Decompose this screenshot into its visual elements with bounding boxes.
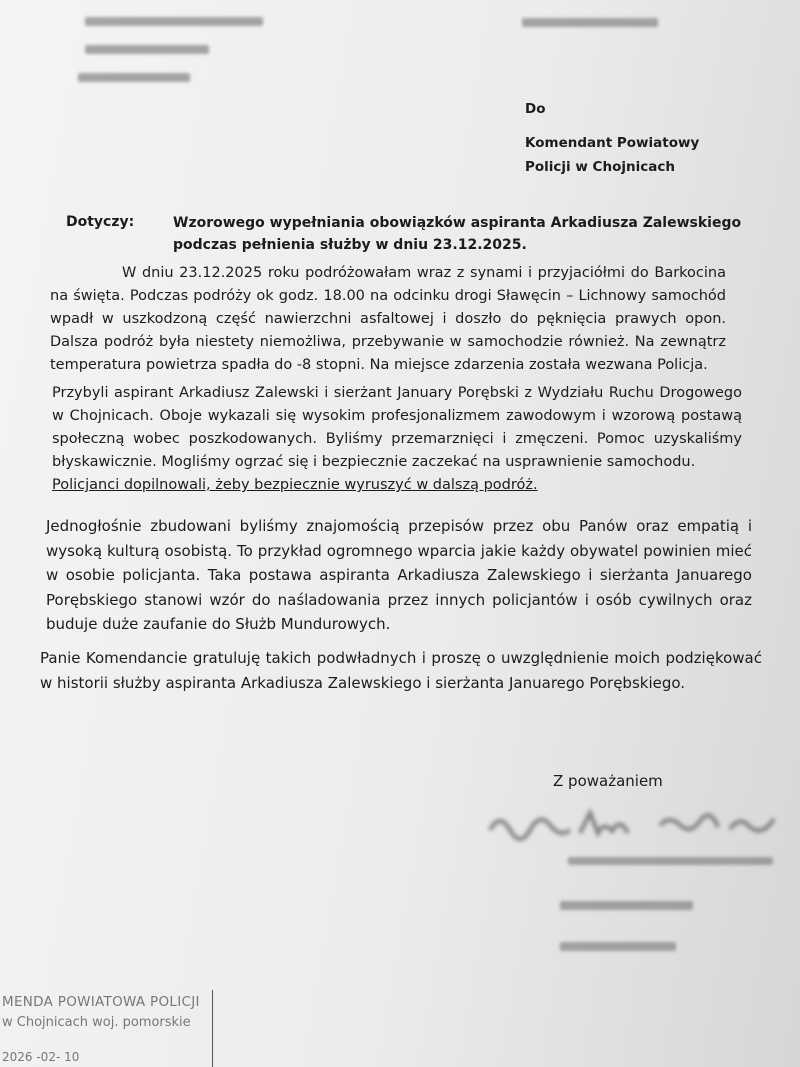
recipient-line-1: Komendant Powiatowy bbox=[525, 135, 700, 151]
redacted-sender-street bbox=[85, 45, 209, 54]
redacted-sender-name bbox=[85, 17, 263, 26]
paragraph-4-text: Panie Komendancie gratuluję takich podwładnych i proszę o uwzględnienie moich podziękować w historii służby aspiranta Arkadiusza Zalewskiego i sierżanta Januarego Porębskiego. bbox=[40, 649, 762, 692]
closing-salutation: Z poważaniem bbox=[553, 772, 663, 790]
paragraph-1-text: W dniu 23.12.2025 roku podróżowałam wraz z synami i przyjaciółmi do Barkocina na święta. Podczas podróży ok godz. 18.00 na odcinku drogi Sławęcin – Lichnowy samochód wpadł w uszkodzoną część nawierzchni asfaltowej i doszło do pęknięcia prawych opon. Dalsza podróż była niestety niemożliwa, przebywanie w samochodzie również. Na zewnątrz temperatura powietrza spadła do -8 stopni. Na miejsce zdarzenia została wezwana Policja. bbox=[50, 265, 726, 373]
redacted-signature bbox=[480, 805, 800, 845]
subject-text bbox=[173, 212, 742, 256]
redacted-signer-address bbox=[568, 857, 773, 865]
redacted-signer-name bbox=[560, 901, 693, 910]
subject-line-2: podczas pełnienia służby w dniu 23.12.2025. bbox=[173, 237, 527, 253]
subject-line-1: Wzorowego wypełniania obowiązków aspiranta Arkadiusza Zalewskiego bbox=[173, 215, 742, 231]
paragraph-1 bbox=[50, 262, 726, 377]
stamp-date: 2026 -02- 10 bbox=[2, 1050, 80, 1064]
recipient-prefix: Do bbox=[525, 101, 546, 117]
paragraph-4 bbox=[40, 646, 762, 695]
redacted-place-date bbox=[522, 18, 658, 27]
paragraph-3-text: Jednogłośnie zbudowani byliśmy znajomością przepisów przez obu Panów oraz empatią i wysoką kulturą osobistą. To przykład ogromnego wparcia jakie każdy obywatel powinien mieć w osobie policjanta. Taka postawa aspiranta Arkadiusza Zalewskiego i sierżanta Januarego Porębskiego stanowi wzór do naśladowania przez innych policjantów i osób cywilnych oraz buduje duże zaufanie do Służb Mundurowych. bbox=[46, 517, 752, 633]
redacted-signer-phone bbox=[560, 942, 676, 951]
recipient-line-2: Policji w Chojnicach bbox=[525, 159, 675, 175]
paragraph-2 bbox=[52, 382, 742, 497]
subject-label: Dotyczy: bbox=[66, 214, 135, 230]
redacted-sender-phone bbox=[78, 73, 190, 82]
stamp-line-1: MENDA POWIATOWA POLICJI bbox=[2, 994, 200, 1010]
paragraph-2-text: Przybyli aspirant Arkadiusz Zalewski i sierżant January Porębski z Wydziału Ruchu Drogowego w Chojnicach. Oboje wykazali się wysokim profesjonalizmem zawodowym i wzorową postawą społeczną wobec poszkodowanych. Byliśmy przemarznięci i zmęczeni. Pomoc uzyskaliśmy błyskawicznie. Mogliśmy ogrzać się i bezpiecznie zaczekać na usprawnienie samochodu. bbox=[52, 385, 742, 470]
paragraph-3 bbox=[46, 514, 752, 637]
paragraph-2-underlined-text: Policjanci dopilnowali, żeby bezpiecznie wyruszyć w dalszą podróż. bbox=[52, 477, 538, 493]
stamp-line-2: w Chojnicach woj. pomorskie bbox=[2, 1015, 191, 1030]
receipt-stamp bbox=[0, 990, 213, 1067]
recipient-block bbox=[525, 97, 699, 179]
